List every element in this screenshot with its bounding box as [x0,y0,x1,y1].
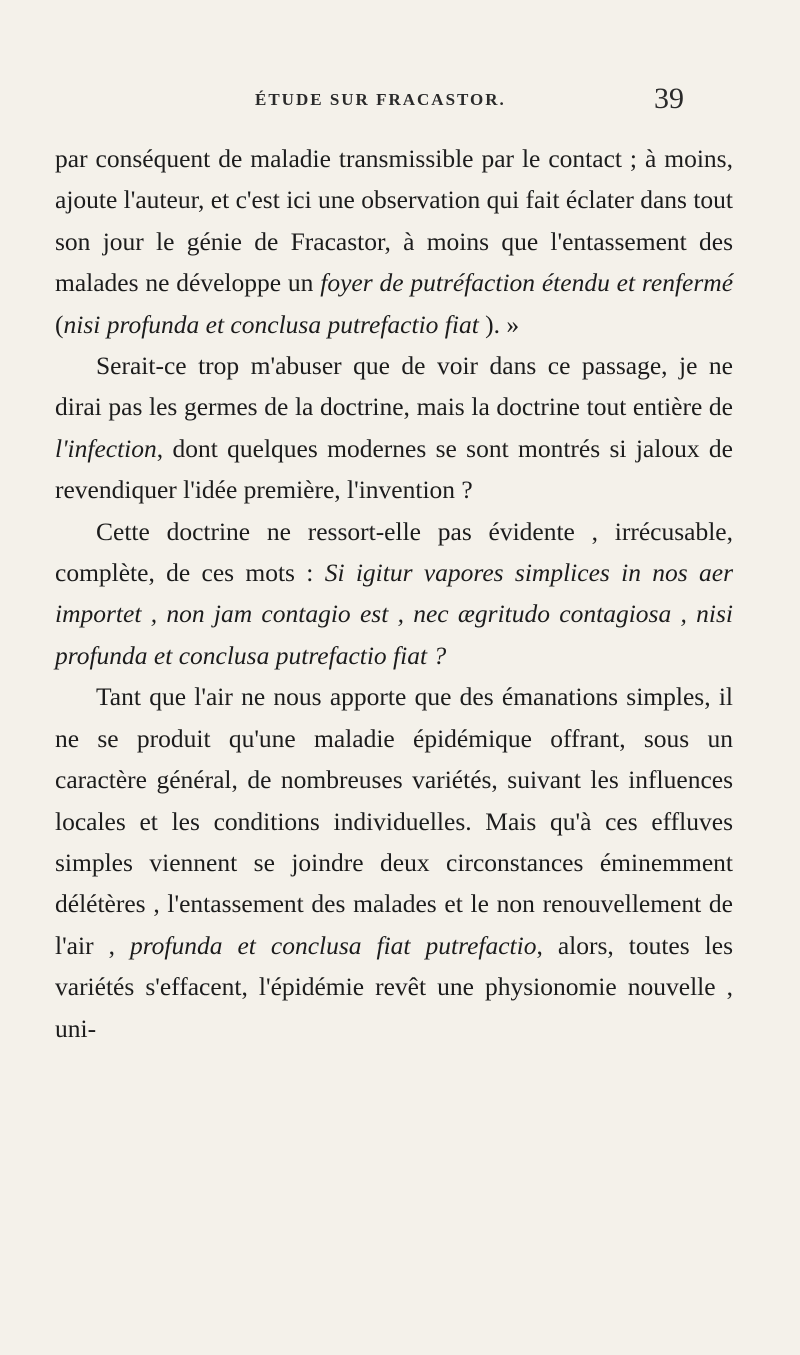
italic-run: foyer de putréfaction étendu et renfermé [320,268,734,298]
text-run: Serait-ce trop m'abuser que de voir dans ce passage, je ne dirai pas les germes de la doctrine, mais la doctrine tout entière de [55,351,733,422]
text-run: par conséquent de maladie transmissible par le contact ; à moins, ajoute l'auteur, et c'est ici une observation qui fait éclater dans tout son jour le génie de Fracastor, à moins que l'entassement des malades ne développe un [55,144,734,298]
paragraph-1 [55,138,733,345]
italic-run: profunda et conclusa fiat putrefactio [129,930,537,960]
text-run: ). » [478,309,520,339]
paragraph-3 [55,511,733,677]
paragraph-2 [55,345,733,511]
italic-run: Si igitur vapores simplices in nos aer importet , non jam contagio est , nec ægritudo contagiosa , nisi profunda et conclusa putrefactio fiat ? [55,558,733,670]
text-run: , alors, toutes les variétés s'effacent, l'épidémie revêt une physionomie nouvelle , uni- [55,930,733,1043]
text-run: ( [55,309,64,339]
italic-run: l'infection [55,433,157,463]
text-run: , dont quelques modernes se sont montrés si jaloux de revendiquer l'idée première, l'invention ? [55,433,733,505]
paragraph-4 [55,676,733,1049]
text-run: Tant que l'air ne nous apporte que des émanations simples, il ne se produit qu'une maladie épidémique offrant, sous un caractère général, de nombreuses variétés, suivant les influences locales et les conditions individuelles. Mais qu'à ces effluves simples viennent se joindre deux circonstances éminemment délétères , l'entassement des malades et le non renouvellement de l'air , [55,682,733,960]
italic-run: nisi profunda et conclusa putrefactio fiat [63,309,479,339]
text-run: Cette doctrine ne ressort-elle pas évidente , irrécusable, complète, de ces mots : [55,516,733,588]
body-text [55,138,733,1049]
running-head: ÉTUDE SUR FRACASTOR. [255,90,506,109]
page-header [0,82,800,120]
page-number: 39 [654,82,684,115]
